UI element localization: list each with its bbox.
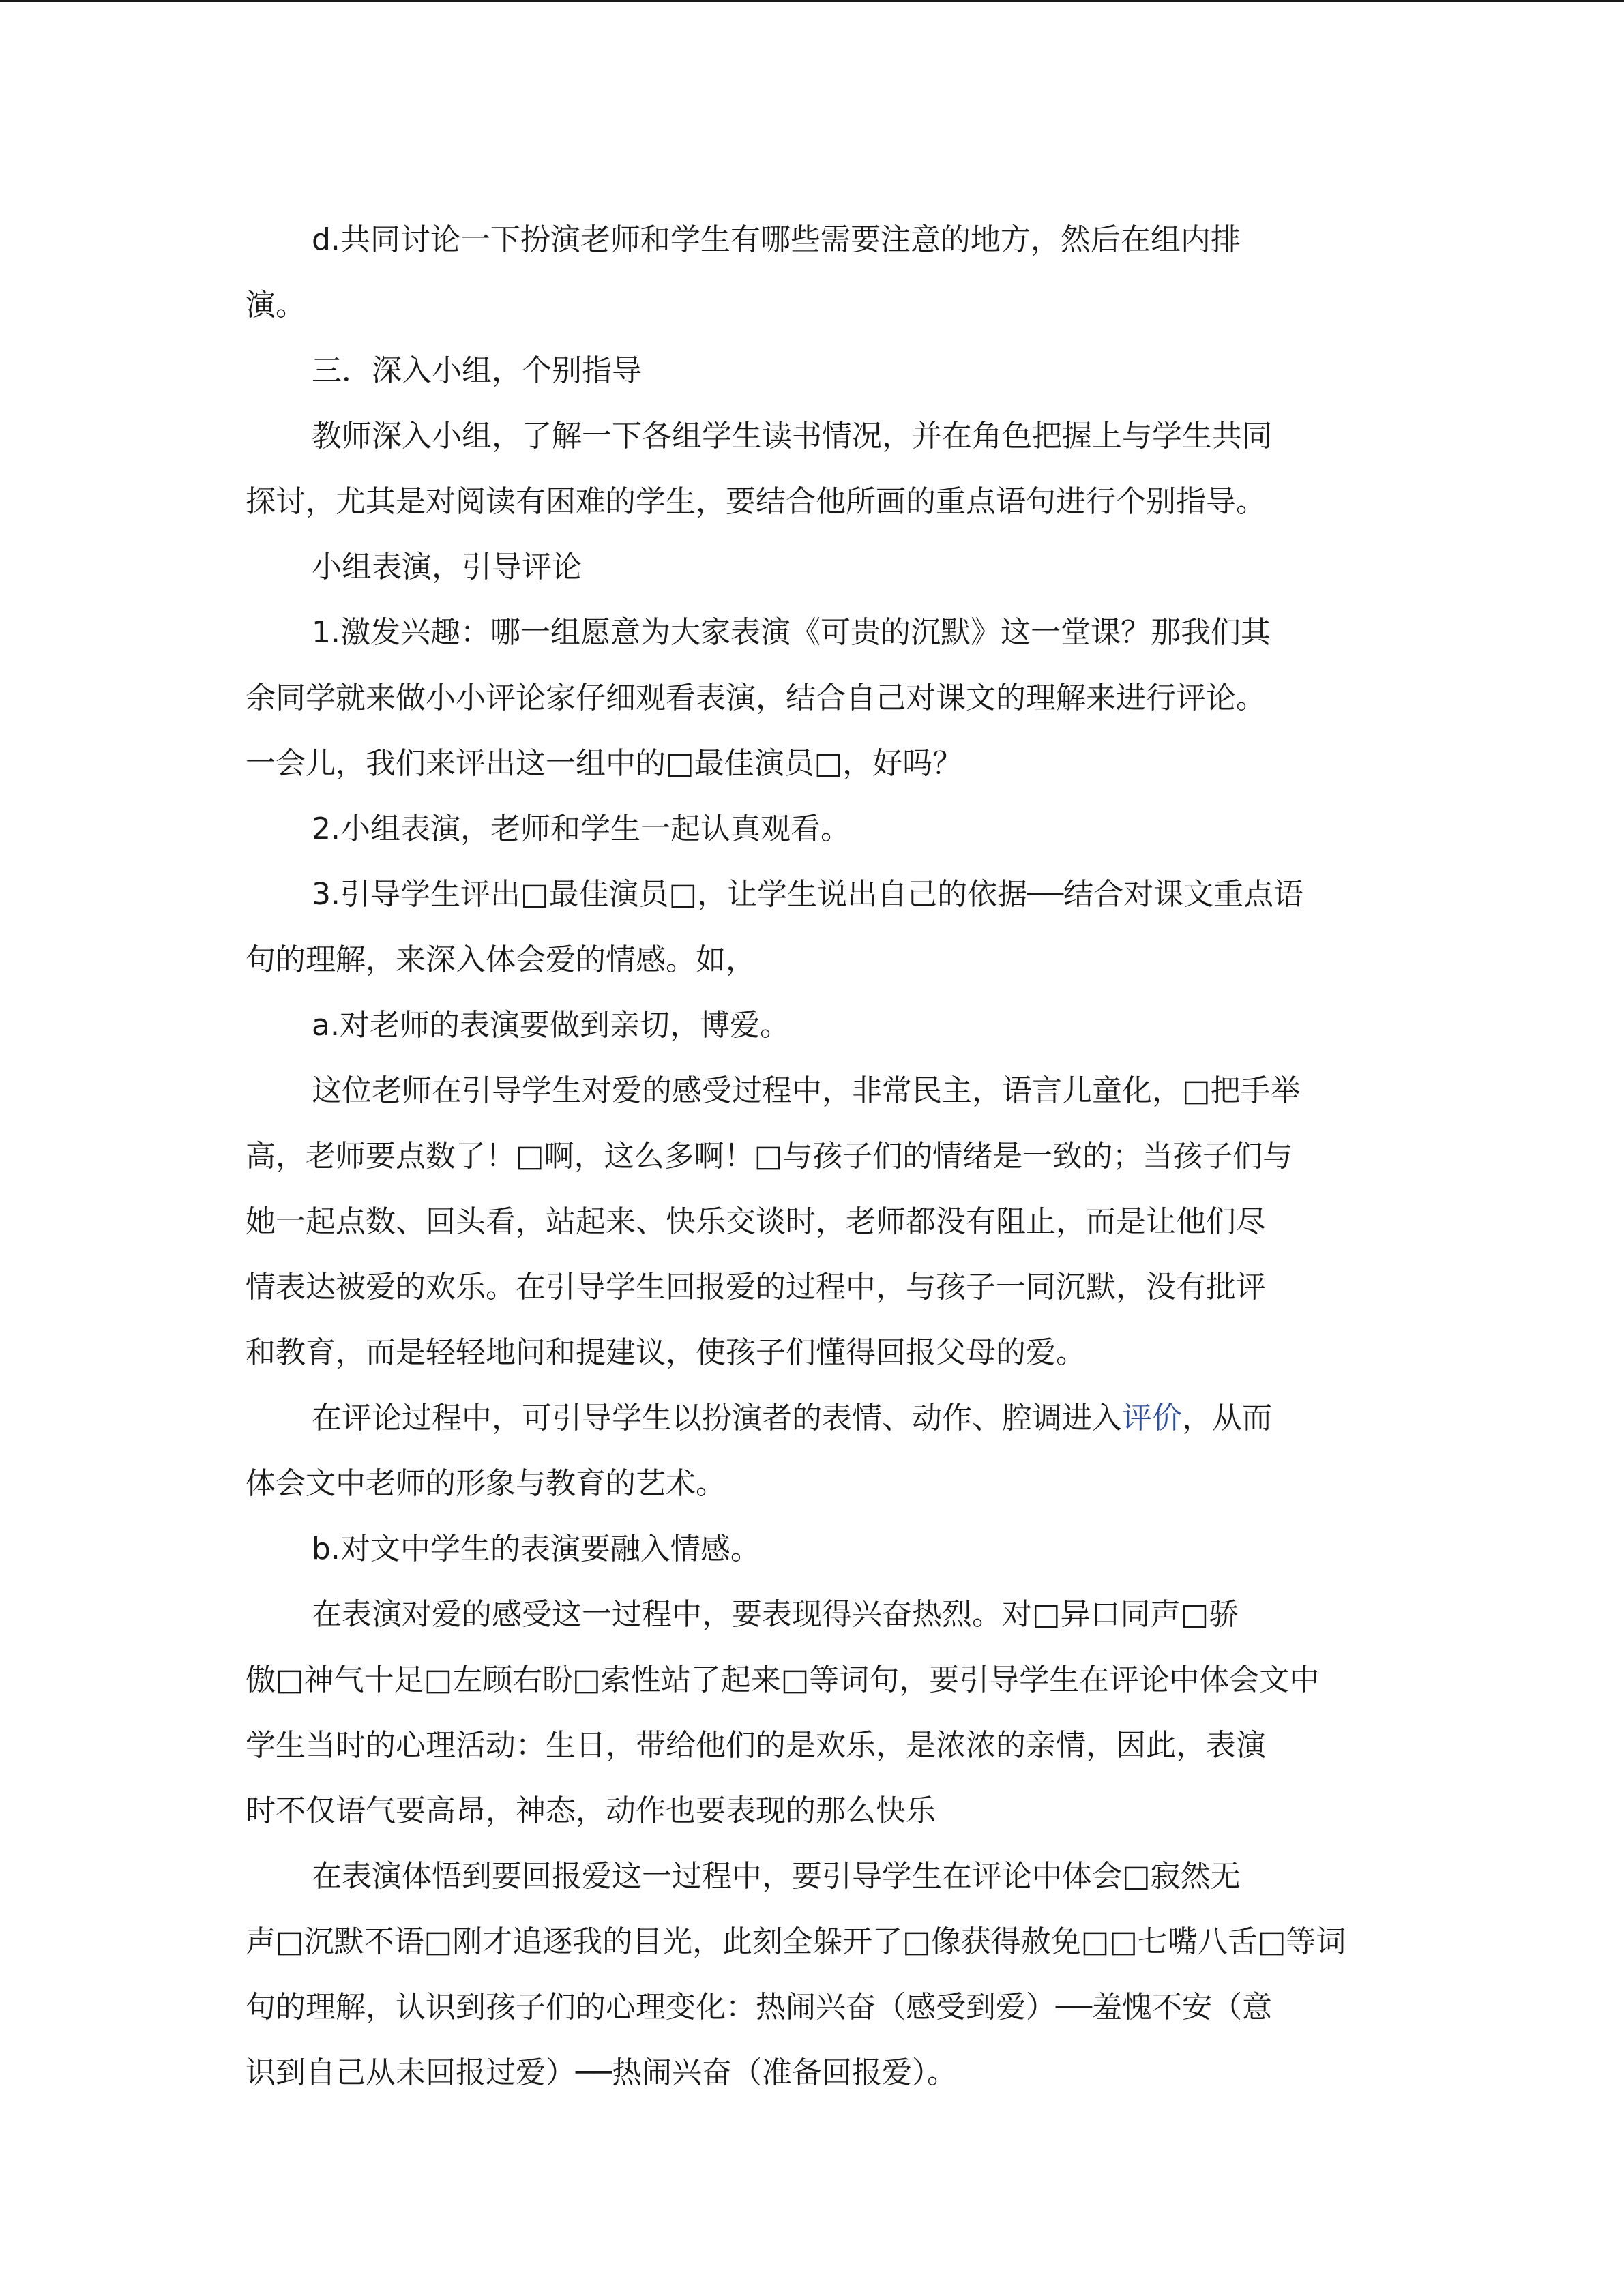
paragraph-line: 情表达被爱的欢乐。在引导学生回报爱的过程中，与孩子一同沉默，没有批评 bbox=[246, 1270, 1266, 1304]
paragraph-line: b.对文中学生的表演要融入情感。 bbox=[312, 1532, 761, 1566]
paragraph-line: d.共同讨论一下扮演老师和学生有哪些需要注意的地方，然后在组内排 bbox=[312, 222, 1241, 257]
paragraph-line: 演。 bbox=[246, 288, 306, 323]
paragraph-line: 3.引导学生评出□最佳演员□，让学生说出自己的依据──结合对课文重点语 bbox=[312, 877, 1304, 912]
paragraph-line: 句的理解，认识到孩子们的心理变化：热闹兴奋（感受到爱）──羞愧不安（意 bbox=[246, 1990, 1272, 2025]
paragraph-line: 教师深入小组，了解一下各组学生读书情况，并在角色把握上与学生共同 bbox=[312, 419, 1272, 453]
paragraph-line: 余同学就来做小小评论家仔细观看表演，结合自己对课文的理解来进行评论。 bbox=[246, 681, 1266, 715]
paragraph-line: 一会儿，我们来评出这一组中的□最佳演员□，好吗？ bbox=[246, 746, 963, 781]
paragraph-line: 傲□神气十足□左顾右盼□索性站了起来□等词句，要引导学生在评论中体会文中 bbox=[246, 1663, 1320, 1697]
paragraph-line: 在表演对爱的感受这一过程中，要表现得兴奋热烈。对□异口同声□骄 bbox=[312, 1597, 1239, 1632]
paragraph-text: ，从而 bbox=[1182, 1401, 1272, 1435]
paragraph-line: 识到自己从未回报过爱）──热闹兴奋（准备回报爱）。 bbox=[246, 2055, 957, 2090]
evaluation-link[interactable]: 评价 bbox=[1122, 1401, 1182, 1435]
paragraph-line: 1.激发兴趣：哪一组愿意为大家表演《可贵的沉默》这一堂课？那我们其 bbox=[312, 615, 1271, 650]
paragraph-line: 时不仅语气要高昂，神态，动作也要表现的那么快乐 bbox=[246, 1793, 936, 1828]
paragraph-line: 2.小组表演，老师和学生一起认真观看。 bbox=[312, 811, 851, 846]
paragraph-line: 探讨，尤其是对阅读有困难的学生，要结合他所画的重点语句进行个别指导。 bbox=[246, 484, 1266, 519]
paragraph-line: 和教育，而是轻轻地问和提建议，使孩子们懂得回报父母的爱。 bbox=[246, 1335, 1086, 1370]
paragraph-line: 体会文中老师的形象与教育的艺术。 bbox=[246, 1466, 726, 1501]
paragraph-line: 学生当时的心理活动：生日，带给他们的是欢乐，是浓浓的亲情，因此，表演 bbox=[246, 1728, 1266, 1763]
paragraph-line: 她一起点数、回头看，站起来、快乐交谈时，老师都没有阻止，而是让他们尽 bbox=[246, 1204, 1266, 1239]
section-heading: 三．深入小组，个别指导 bbox=[312, 353, 642, 388]
paragraph-text: 在评论过程中，可引导学生以扮演者的表情、动作、腔调进入 bbox=[312, 1401, 1122, 1435]
paragraph-line: 在表演体悟到要回报爱这一过程中，要引导学生在评论中体会□寂然无 bbox=[312, 1859, 1241, 1894]
paragraph-line: 句的理解，来深入体会爱的情感。如， bbox=[246, 942, 756, 977]
paragraph-line: a.对老师的表演要做到亲切，博爱。 bbox=[312, 1008, 790, 1043]
paragraph-line: 这位老师在引导学生对爱的感受过程中，非常民主，语言儿童化，□把手举 bbox=[312, 1073, 1301, 1108]
paragraph-line: 高，老师要点数了！□啊，这么多啊！□与孩子们的情绪是一致的；当孩子们与 bbox=[246, 1139, 1293, 1174]
paragraph-line: 声□沉默不语□刚才追逐我的目光，此刻全躲开了□像获得赦免□□七嘴八舌□等词 bbox=[246, 1924, 1346, 1959]
section-heading: 小组表演，引导评论 bbox=[312, 550, 582, 584]
paragraph-line bbox=[312, 1398, 1272, 1439]
